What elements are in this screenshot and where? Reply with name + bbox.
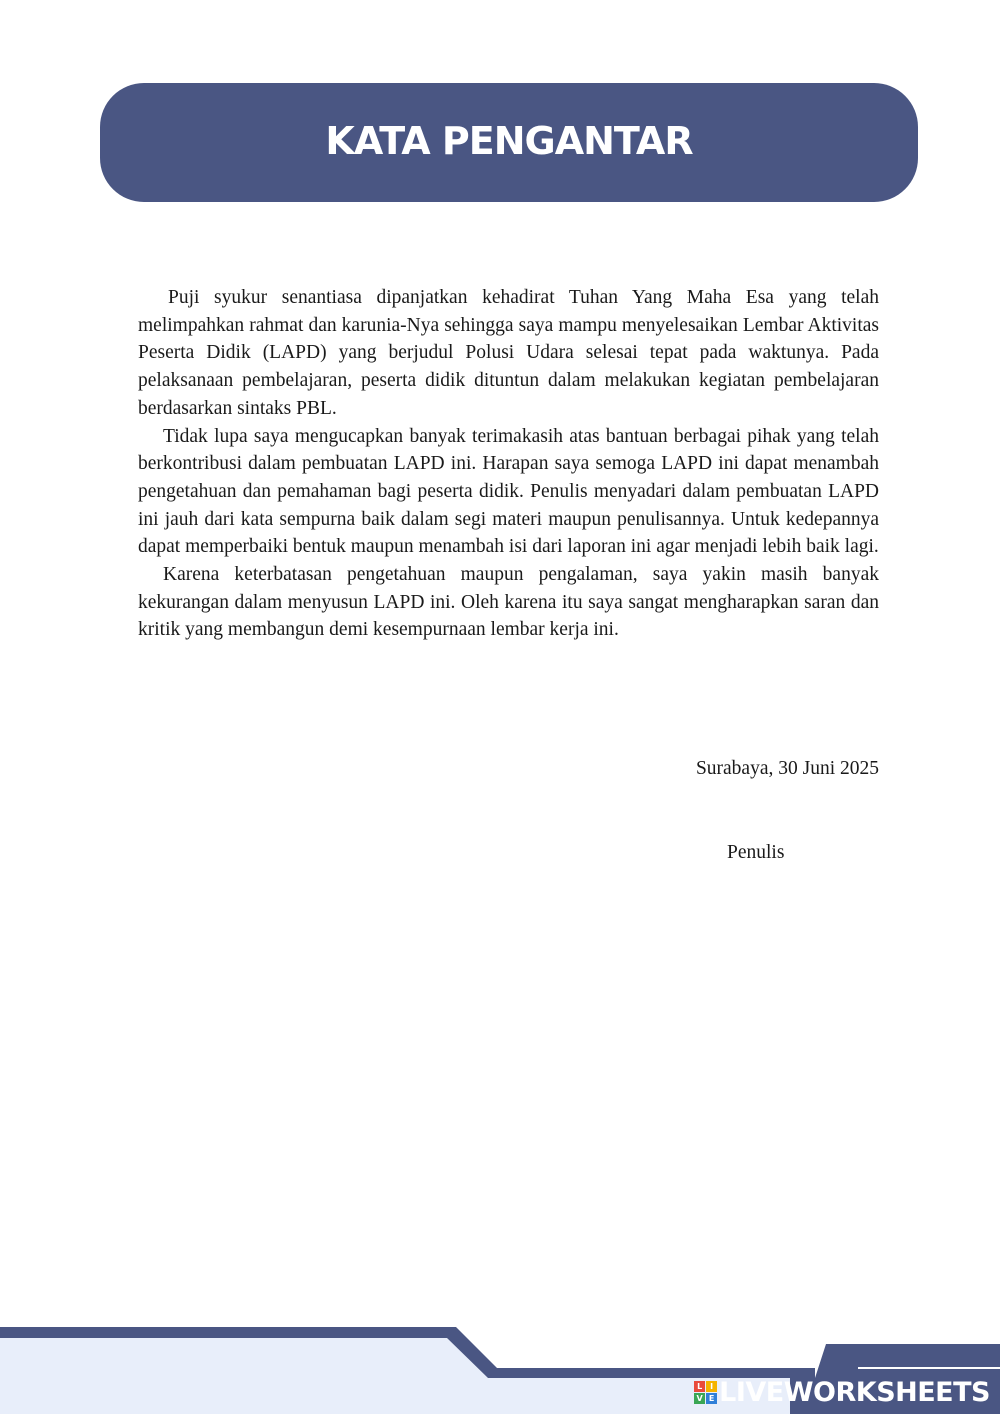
paragraph-2: Tidak lupa saya mengucapkan banyak terimakasih atas bantuan berbagai pihak yang telah berkontribusi dalam pembuatan LAPD ini. Harapan saya semoga LAPD ini dapat menambah pengetahuan dan pemahaman bagi peserta didik. Penulis menyadari dalam pembuatan LAPD ini jauh dari kata sempurna baik dalam segi materi maupun penulisannya. Untuk kedepannya dapat memperbaiki bentuk maupun menambah isi dari laporan ini agar menjadi lebih baik lagi. [138, 425, 879, 558]
liveworksheets-watermark [694, 1377, 990, 1408]
liveworksheets-text: LIVEWORKSHEETS [719, 1377, 990, 1408]
logo-letter-i: I [706, 1381, 717, 1392]
logo-letter-v: V [694, 1393, 705, 1404]
title-banner [100, 83, 918, 202]
paragraph-1: Puji syukur senantiasa dipanjatkan kehadirat Tuhan Yang Maha Esa yang telah melimpahkan rahmat dan karunia-Nya sehingga saya mampu menyelesaikan Lembar Aktivitas Peserta Didik (LAPD) yang berjudul Polusi Udara selesai tepat pada waktunya. Pada pelaksanaan pembelajaran, peserta didik dituntun dalam melakukan kegiatan pembelajaran berdasarkan sintaks PBL. [138, 287, 879, 419]
logo-letter-e: E [706, 1393, 717, 1404]
signature-name: Penulis [727, 842, 785, 863]
paragraph-3: Karena keterbatasan pengetahuan maupun pengalaman, saya yakin masih banyak kekurangan dalam menyusun LAPD ini. Oleh karena itu saya sangat mengharapkan saran dan kritik yang membangun demi kesempurnaan lembar kerja ini. [138, 564, 879, 641]
logo-letter-l: L [694, 1381, 705, 1392]
liveworksheets-logo-icon [694, 1381, 717, 1404]
foreword-body [138, 284, 879, 644]
signature-place-date: Surabaya, 30 Juni 2025 [695, 758, 879, 779]
page-title: KATA PENGANTAR [325, 118, 693, 163]
